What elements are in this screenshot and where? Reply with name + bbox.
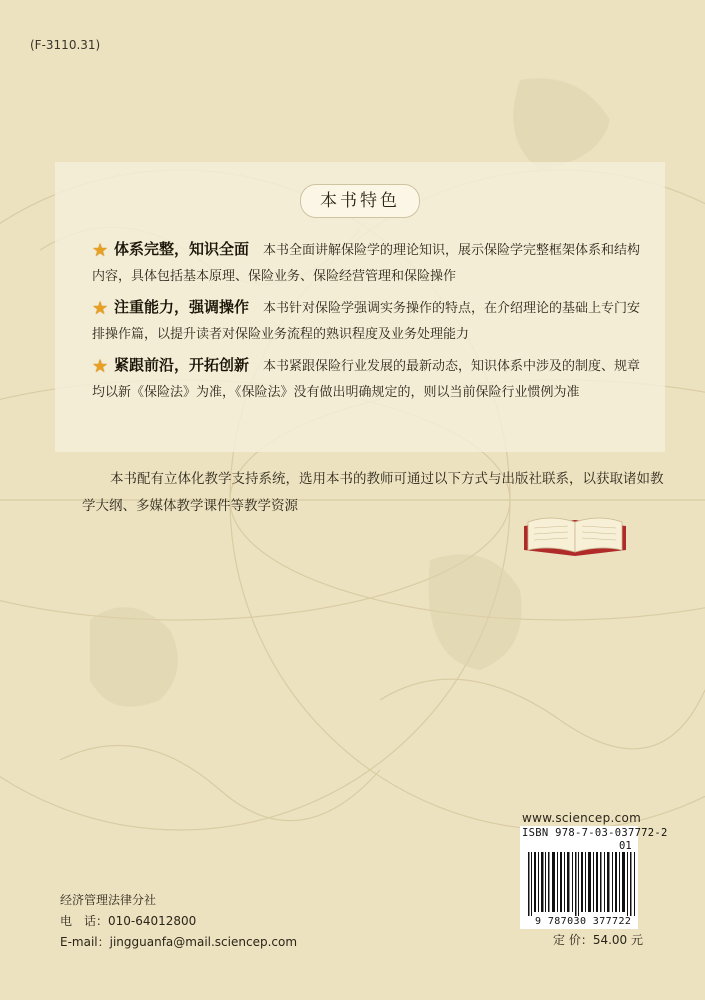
open-book-icon xyxy=(520,512,630,562)
feature-body: 本书全面讲解保险学的理论知识，展示保险学完整框架体系和结构内容，具体包括基本原理、保险业务、保险经营管理和保险操作 xyxy=(92,243,641,284)
publisher-name: 经济管理法律分社 xyxy=(60,893,157,907)
isbn: ISBN 978-7-03-037772-2 xyxy=(522,827,668,839)
features-title: 本书特色 xyxy=(300,184,420,218)
feature-body: 本书针对保险学强调实务操作的特点，在介绍理论的基础上专门安排操作篇，以提升读者对保险业务流程的熟识程度及业务处理能力 xyxy=(92,301,641,342)
feature-heading: 体系完整，知识全面 xyxy=(114,240,250,258)
website: www.sciencep.com xyxy=(522,811,642,825)
feature-item xyxy=(92,236,652,290)
isbn-addon: 01 xyxy=(619,840,632,852)
feature-heading: 注重能力，强调操作 xyxy=(114,298,250,316)
teaching-support-intro: 本书配有立体化教学支持系统，选用本书的教师可通过以下方式与出版社联系，以获取诸如教学大纲、多媒体教学课件等教学资源 xyxy=(82,471,664,514)
price: 定 价：54.00 元 xyxy=(553,933,643,947)
catalog-code: (F-3110.31) xyxy=(30,38,101,52)
publisher-email: E-mail：jingguanfa@mail.sciencep.com xyxy=(60,935,298,949)
barcode-icon xyxy=(528,852,638,916)
feature-item xyxy=(92,294,652,348)
feature-heading: 紧跟前沿，开拓创新 xyxy=(114,356,250,374)
publisher-phone: 电 话：010-64012800 xyxy=(60,914,197,928)
publisher-contact xyxy=(60,890,297,953)
feature-item xyxy=(92,352,652,406)
barcode-digits: 9 787030 377722 xyxy=(535,916,632,927)
star-icon: ★ xyxy=(92,356,109,377)
star-icon: ★ xyxy=(92,298,109,319)
star-icon: ★ xyxy=(92,240,109,261)
feature-body: 本书紧跟保险行业发展的最新动态，知识体系中涉及的制度、规章均以新《保险法》为准，《保险法》没有做出明确规定的，则以当前保险行业惯例为准 xyxy=(92,359,641,400)
